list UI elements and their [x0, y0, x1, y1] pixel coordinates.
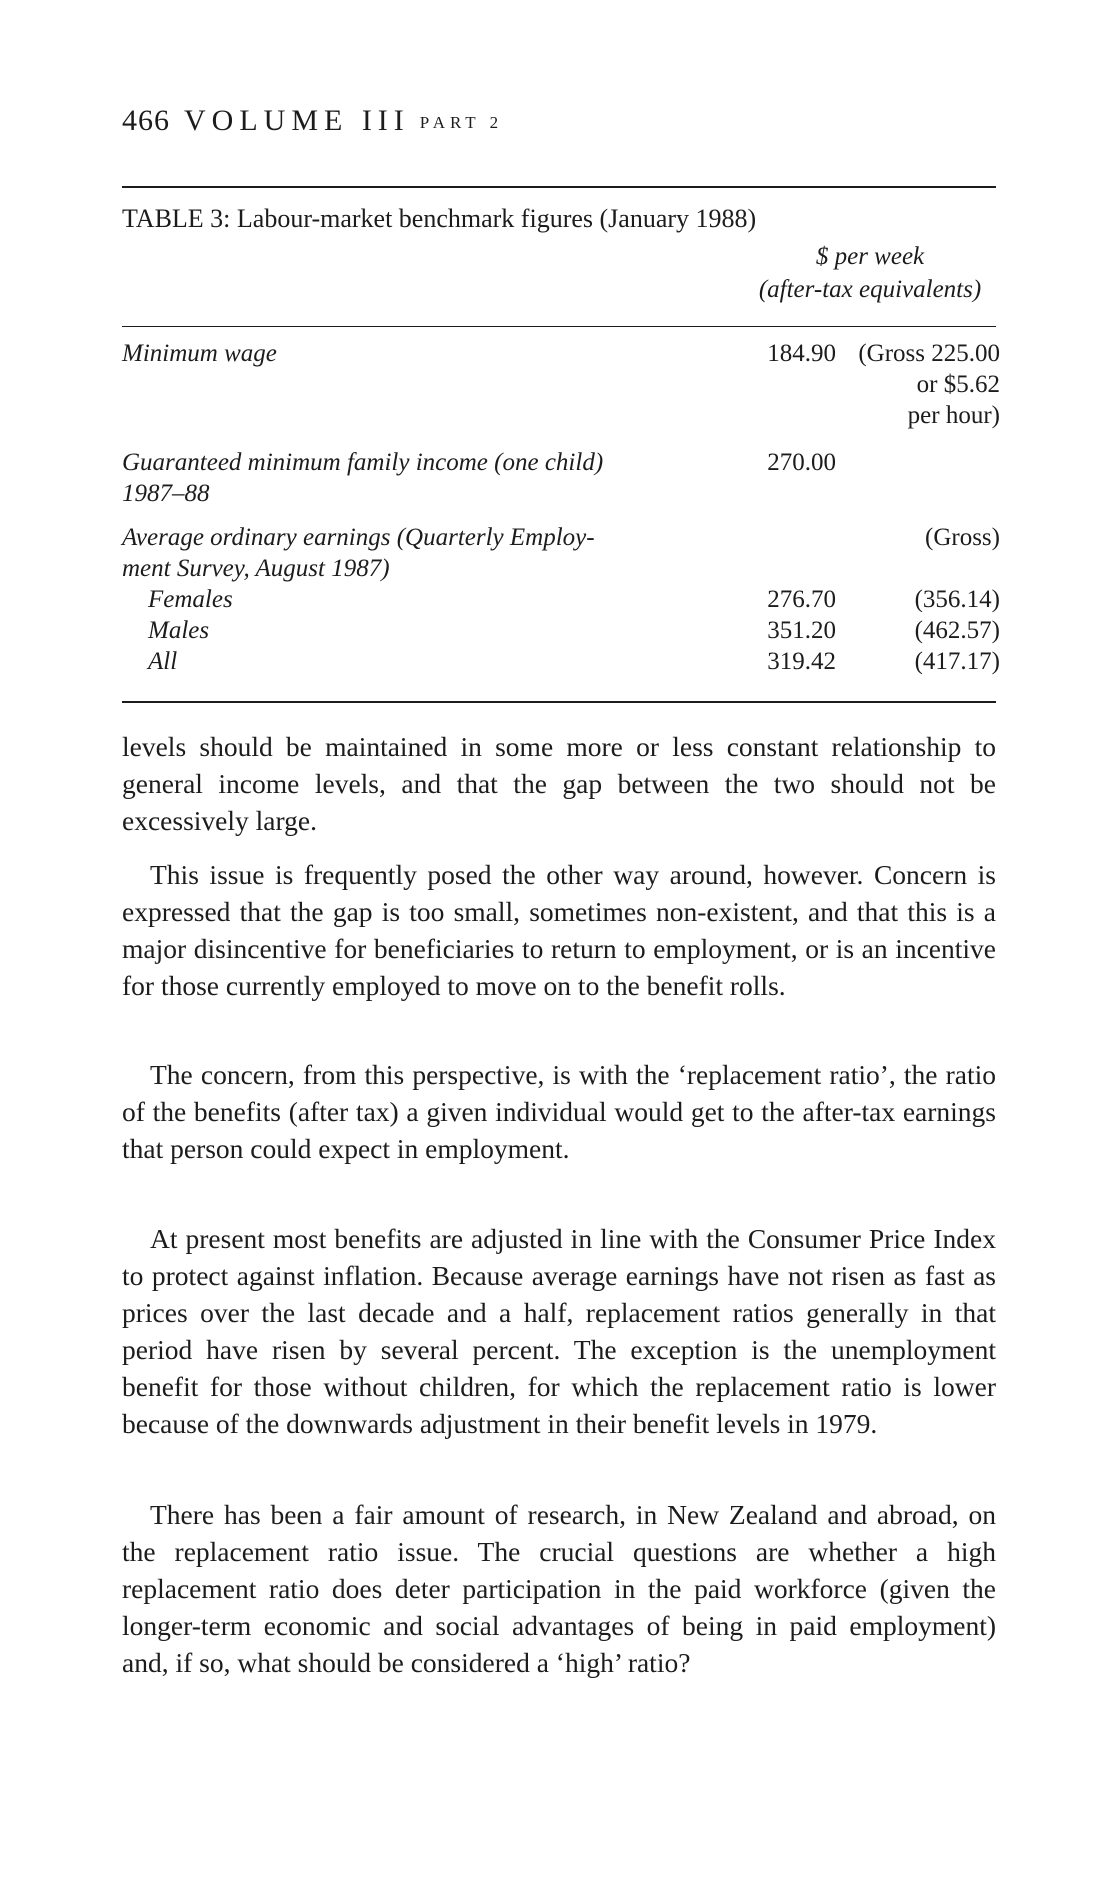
row-note-all: (417.17) — [914, 648, 1000, 675]
row-note-average-earnings: (Gross) — [925, 524, 1000, 551]
page-number: 466 — [122, 104, 170, 137]
body-paragraph: The concern, from this perspective, is with the ‘replacement ratio’, the ratio of the benefits (after tax) a given individual would get to the after-tax earnings that person could expect in employment. — [122, 1059, 996, 1164]
part-label: PART 2 — [419, 113, 504, 132]
body-paragraph: This issue is frequently posed the other way around, however. Concern is expressed that the gap is too small, sometimes non-existent, and that this is a major disincentive for beneficiaries to return to employment, or is an incentive for those currently employed to move on to the benefit rolls. — [122, 859, 996, 1001]
document-page — [122, 0, 1000, 1882]
row-label-minimum-wage: Minimum wage — [122, 340, 277, 367]
table-header-rule — [122, 326, 996, 327]
row-label-males: Males — [148, 617, 210, 644]
row-label-females: Females — [148, 586, 233, 613]
row-note-minimum-wage-line3: per hour) — [907, 402, 1000, 429]
row-value-guaranteed-income: 270.00 — [767, 449, 836, 476]
body-paragraph: At present most benefits are adjusted in line with the Consumer Price Index to protect against inflation. Because average earnings have not risen as fast as prices over the last decade and a half, replacement ratios generally in that period have risen by several percent. The exception is the unemployment benefit for those without children, for which the replacement ratio is lower because of the downwards adjustment in their benefit levels in 1979. — [122, 1223, 996, 1439]
column-heading-basis: (after-tax equivalents) — [758, 276, 982, 303]
table-top-rule — [122, 186, 996, 188]
row-note-minimum-wage-line1: (Gross 225.00 — [858, 340, 1000, 367]
row-label-guaranteed-income-line1: Guaranteed minimum family income (one child) — [122, 449, 604, 476]
row-label-all: All — [148, 648, 178, 675]
row-value-all: 319.42 — [767, 648, 836, 675]
running-head — [122, 104, 503, 138]
row-value-minimum-wage: 184.90 — [767, 340, 836, 367]
row-note-females: (356.14) — [914, 586, 1000, 613]
row-label-average-earnings-line2: ment Survey, August 1987) — [122, 555, 390, 582]
row-note-minimum-wage-line2: or $5.62 — [916, 371, 1000, 398]
table-title: TABLE 3: Labour-market benchmark figures (January 1988) — [122, 204, 757, 233]
column-heading-unit: $ per week — [815, 243, 925, 270]
row-value-males: 351.20 — [767, 617, 836, 644]
volume-label: VOLUME III — [184, 104, 410, 137]
row-note-males: (462.57) — [914, 617, 1000, 644]
table-bottom-rule — [122, 701, 996, 703]
row-label-average-earnings-line1: Average ordinary earnings (Quarterly Employ- — [122, 524, 595, 551]
row-label-guaranteed-income-line2: 1987–88 — [122, 480, 210, 507]
row-value-females: 276.70 — [767, 586, 836, 613]
body-paragraph: There has been a fair amount of research, in New Zealand and abroad, on the replacement ratio issue. The crucial questions are whether a high replacement ratio does deter participation in the paid workforce (given the longer-term economic and social advantages of being in paid employment) and, if so, what should be considered a ‘high’ ratio? — [122, 1499, 996, 1678]
body-paragraph: levels should be maintained in some more or less constant relationship to general income levels, and that the gap between the two should not be excessively large. — [122, 731, 996, 836]
